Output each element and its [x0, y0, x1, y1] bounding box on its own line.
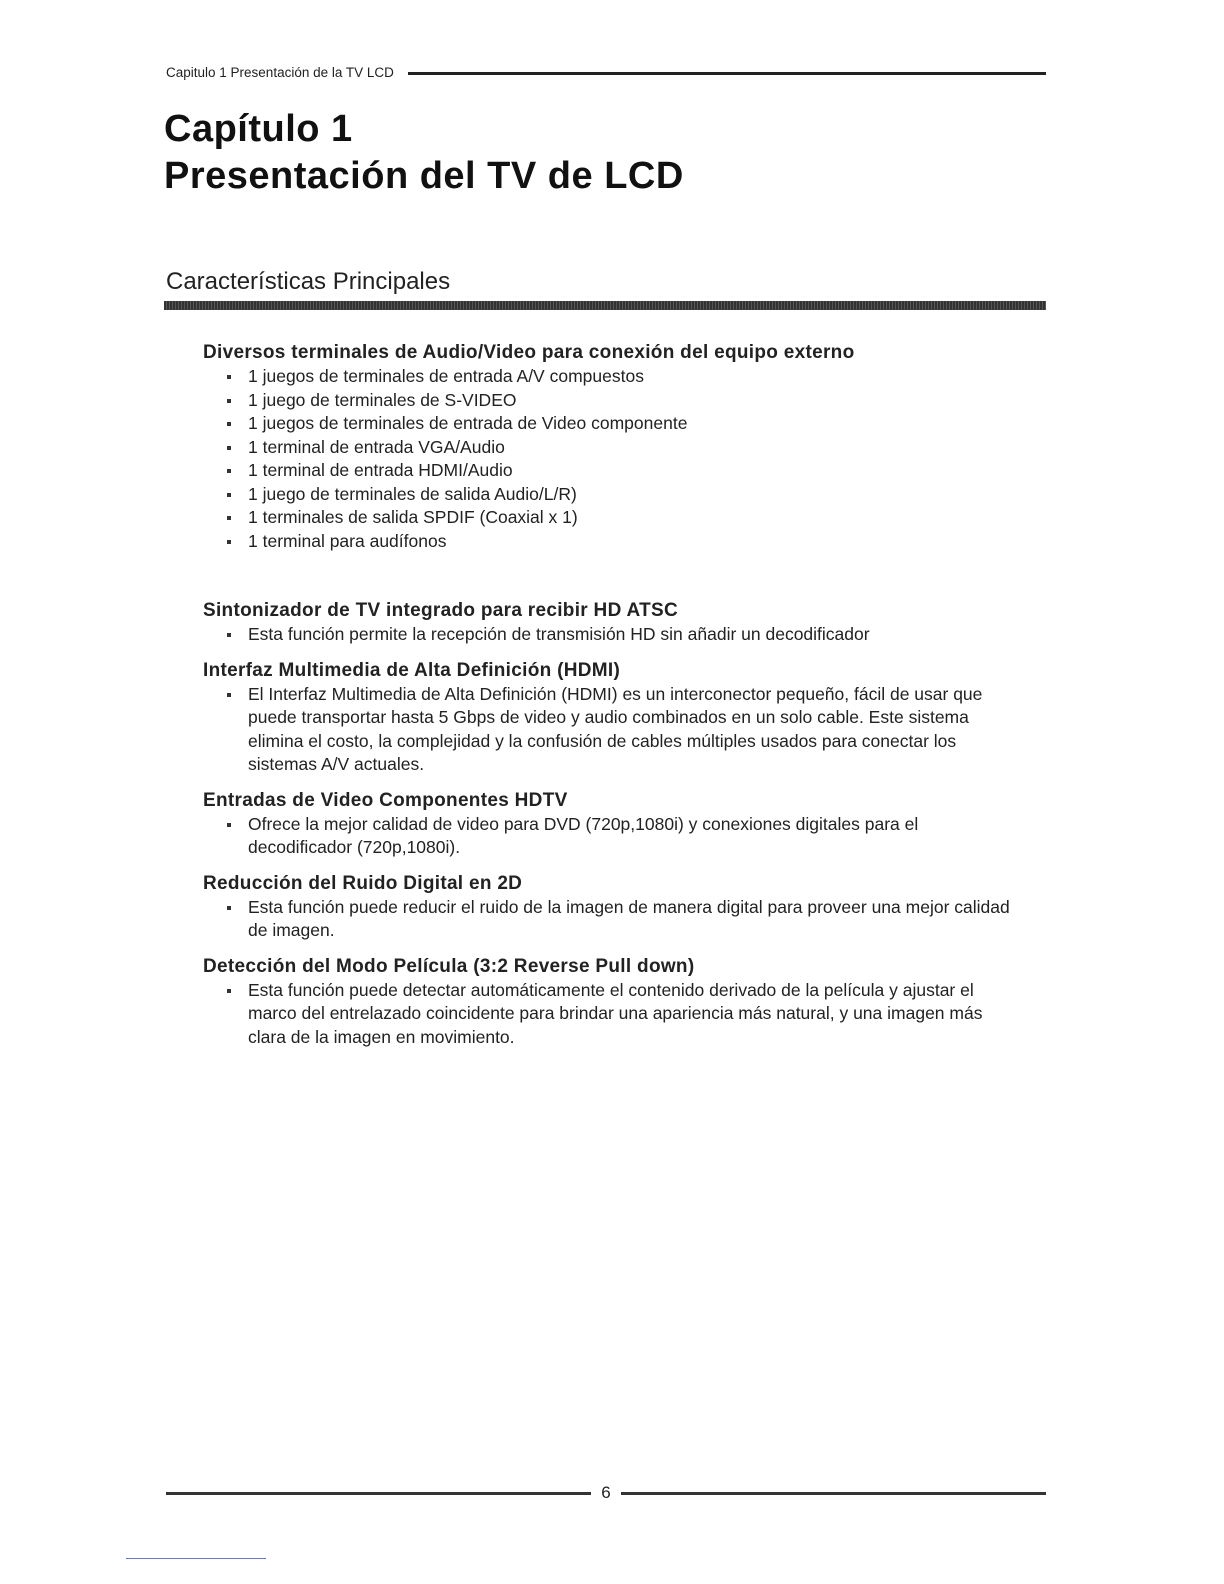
feature-list — [203, 365, 1013, 553]
chapter-title — [164, 106, 684, 200]
list-item: Ofrece la mejor calidad de video para DVD (720p,1080i) y conexiones digitales para el decodificador (720p,1080i). — [203, 813, 1013, 860]
feature-list — [203, 896, 1013, 943]
feature-av-terminals — [203, 340, 1013, 553]
list-item: 1 terminal de entrada HDMI/Audio — [203, 459, 1013, 483]
feature-atsc-tuner — [203, 598, 1013, 647]
list-item: Esta función puede detectar automáticamente el contenido derivado de la película y ajustar el marco del entrelazado coincidente para brindar una apariencia más natural, y una imagen más clara de la imagen en movimiento. — [203, 979, 1013, 1050]
list-item: 1 juegos de terminales de entrada A/V compuestos — [203, 365, 1013, 389]
header-rule — [408, 72, 1046, 75]
feature-heading: Entradas de Video Componentes HDTV — [203, 789, 568, 811]
feature-list — [203, 813, 1013, 860]
section-title: Características Principales — [166, 268, 451, 295]
section-rule — [164, 301, 1046, 310]
scan-artifact-line — [126, 1558, 266, 1559]
feature-heading: Reducción del Ruido Digital en 2D — [203, 872, 523, 894]
chapter-name: Presentación del TV de LCD — [164, 155, 684, 197]
running-header-text: Capitulo 1 Presentación de la TV LCD — [166, 64, 394, 80]
chapter-number: Capítulo 1 — [164, 108, 353, 150]
feature-film-mode — [203, 954, 1013, 1050]
feature-heading: Sintonizador de TV integrado para recibir HD ATSC — [203, 600, 678, 621]
list-item: 1 terminal para audífonos — [203, 530, 1013, 554]
list-item: Esta función permite la recepción de transmisión HD sin añadir un decodificador — [203, 623, 1013, 647]
feature-heading: Detección del Modo Película (3:2 Reverse Pull down) — [203, 955, 695, 977]
running-header — [166, 62, 1046, 82]
list-item: 1 juego de terminales de S-VIDEO — [203, 389, 1013, 413]
list-item: 1 juegos de terminales de entrada de Video componente — [203, 412, 1013, 436]
list-item: 1 terminal de entrada VGA/Audio — [203, 436, 1013, 460]
page-footer — [166, 1482, 1046, 1504]
page-number: 6 — [601, 1483, 611, 1502]
list-item: 1 terminales de salida SPDIF (Coaxial x 1) — [203, 506, 1013, 530]
list-item: 1 juego de terminales de salida Audio/L/R) — [203, 483, 1013, 507]
footer-rule-right — [621, 1492, 1046, 1495]
feature-list — [203, 683, 1013, 777]
feature-heading: Diversos terminales de Audio/Video para conexión del equipo externo — [203, 342, 855, 363]
features-content — [203, 340, 1013, 1049]
feature-heading: Interfaz Multimedia de Alta Definición (HDMI) — [203, 659, 621, 681]
feature-noise-reduction — [203, 871, 1013, 943]
list-item: Esta función puede reducir el ruido de la imagen de manera digital para proveer una mejor calidad de imagen. — [203, 896, 1013, 943]
list-item: El Interfaz Multimedia de Alta Definición (HDMI) es un interconector pequeño, fácil de usar que puede transportar hasta 5 Gbps de video y audio combinados en un solo cable. Este sistema elimina el costo, la complejidad y la confusión de cables múltiples usados para conectar los sistemas A/V actuales. — [203, 683, 1013, 777]
footer-rule-left — [166, 1492, 591, 1495]
feature-list — [203, 623, 1013, 647]
feature-hdmi — [203, 658, 1013, 777]
feature-component-hdtv — [203, 788, 1013, 860]
feature-list — [203, 979, 1013, 1050]
